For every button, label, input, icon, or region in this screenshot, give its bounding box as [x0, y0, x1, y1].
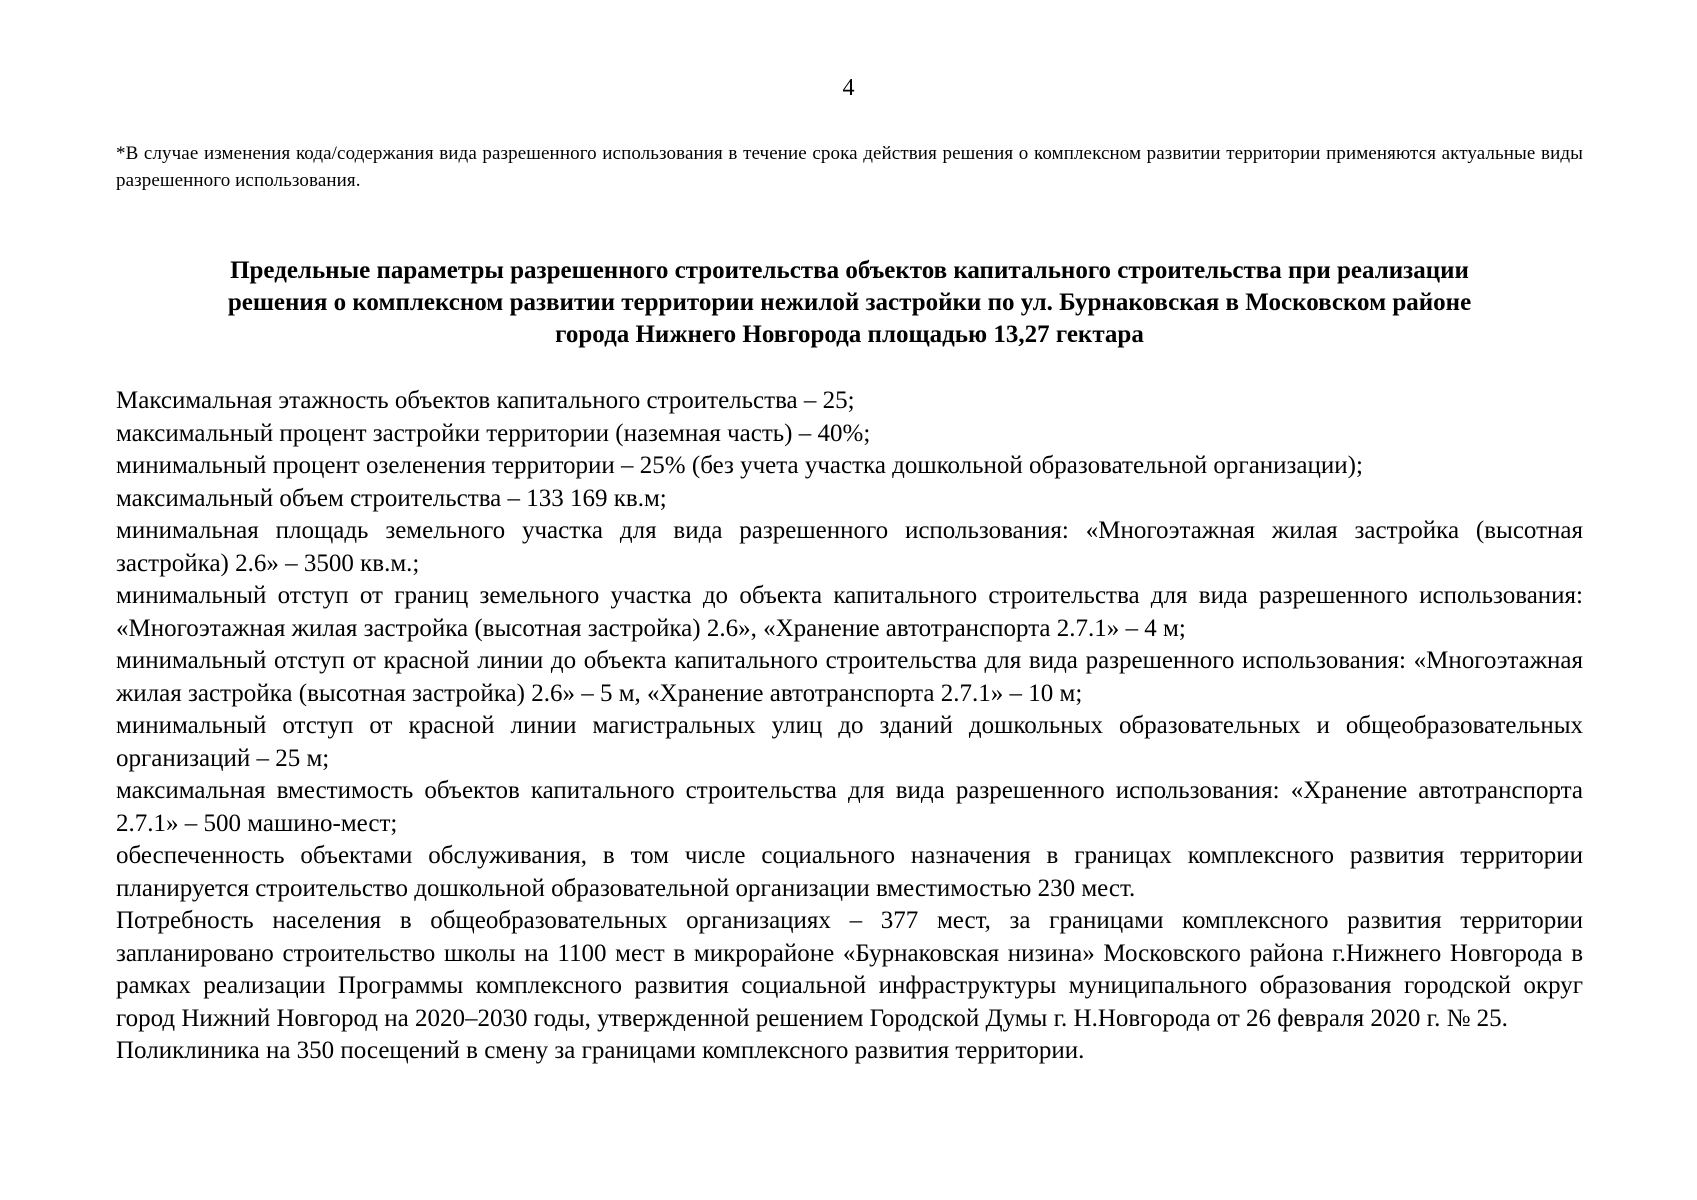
param-max-building-percent: максимальный процент застройки территории (наземная часть) – 40%;: [116, 419, 871, 447]
section-heading: [116, 255, 1583, 351]
heading-line-1: Предельные параметры разрешенного строительства объектов капитального строительства при реализации: [230, 257, 1469, 284]
heading-line-3: города Нижнего Новгорода площадью 13,27 гектара: [555, 321, 1144, 348]
param-min-setback-red-line: минимальный отступ от красной линии до объекта капитального строительства для вида разрешенного использования: «Многоэтажная жилая застройка (высотная застройка) 2.6» – 5 м, «Хранение автотранспорта 2.7.1» – 10 м;: [116, 647, 1583, 707]
param-max-parking-capacity: максимальная вместимость объектов капитального строительства для вида разрешенного использования: «Хранение автотранспорта 2.7.1» – 500 машино-мест;: [116, 777, 1583, 837]
param-school-demand: Потребность населения в общеобразовательных организациях – 377 мест, за границами комплексного развития территории запланировано строительство школы на 1100 мест в микрорайоне «Бурнаковская низина» Московского района г.Нижнего Новгорода в рамках реализации Программы комплексного развития социальной инфраструктуры муниципального образования городской округ город Нижний Новгород на 2020–2030 годы, утвержденной решением Городской Думы г. Н.Новгорода от 26 февраля 2020 г. № 25.: [116, 907, 1583, 1032]
parameters-list: [116, 385, 1583, 1068]
param-min-setback-main-streets: минимальный отступ от красной линии магистральных улиц до зданий дошкольных образовательных и общеобразовательных организаций – 25 м;: [116, 712, 1583, 772]
param-min-greening-percent: минимальный процент озеленения территории – 25% (без учета участка дошкольной образовательной организации);: [116, 452, 1363, 479]
param-service-provision: обеспеченность объектами обслуживания, в том числе социального назначения в границах комплексного развития территории планируется строительство дошкольной образовательной организации вместимостью 230 мест.: [116, 842, 1583, 902]
param-min-setback-plot-boundary: минимальный отступ от границ земельного участка до объекта капитального строительства для вида разрешенного использования: «Многоэтажная жилая застройка (высотная застройка) 2.6», «Хранение автотранспорта 2.7.1» – 4 м;: [116, 582, 1583, 642]
heading-line-2: решения о комплексном развитии территории нежилой застройки по ул. Бурнаковская в Московском районе: [227, 289, 1472, 316]
param-max-floors: Максимальная этажность объектов капитального строительства – 25;: [116, 387, 855, 414]
param-max-construction-volume: максимальный объем строительства – 133 169 кв.м;: [116, 484, 667, 512]
footnote: *В случае изменения кода/содержания вида разрешенного использования в течение срока действия решения о комплексном развитии территории применяются актуальные виды разрешенного использования.: [116, 143, 1583, 191]
page-number: 4: [842, 75, 855, 101]
param-min-plot-area: минимальная площадь земельного участка для вида разрешенного использования: «Многоэтажная жилая застройка (высотная застройка) 2.6» – 3500 кв.м.;: [116, 517, 1583, 577]
param-polyclinic: Поликлиника на 350 посещений в смену за границами комплексного развития территории.: [116, 1037, 1085, 1064]
